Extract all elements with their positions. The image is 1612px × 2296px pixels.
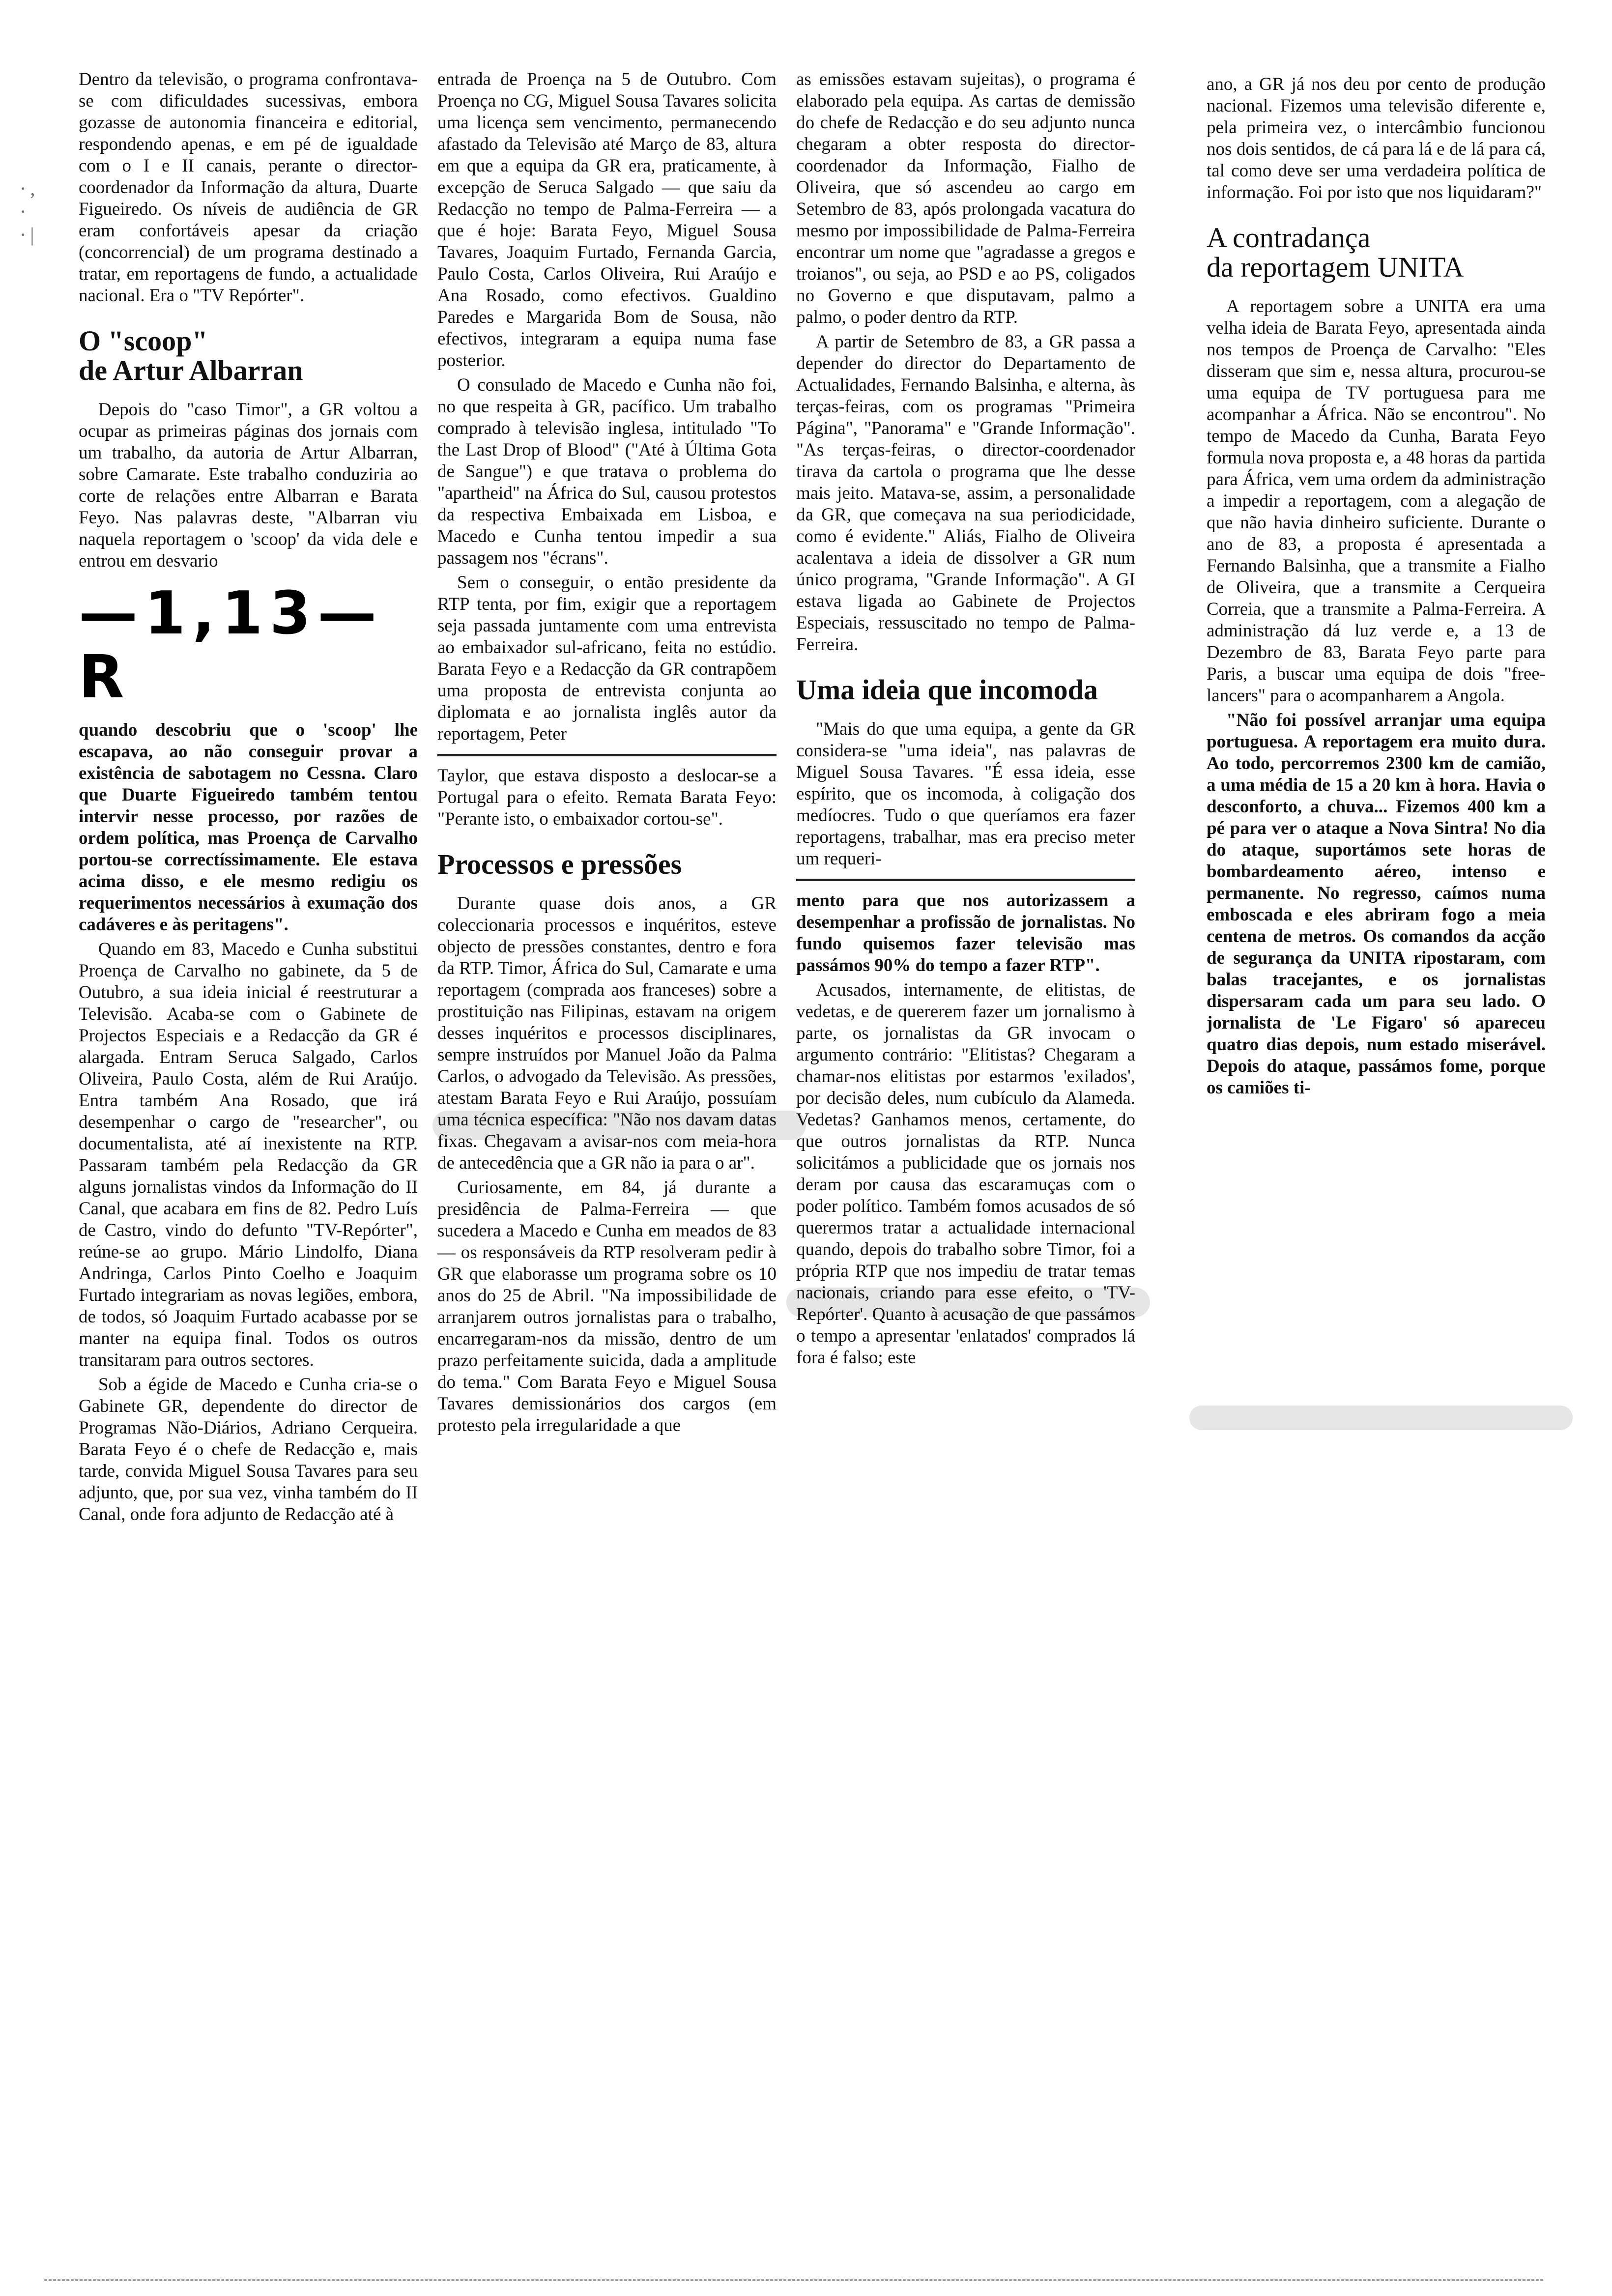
paragraph: Taylor, que estava disposto a deslocar-se a Portugal para o efeito. Remata Barata Feyo: "Perante isto, o embaixador cortou-se". — [437, 766, 777, 829]
subheading-line: da reportagem UNITA — [1207, 251, 1464, 283]
margin-marks: ·, · ·| — [20, 177, 39, 246]
paragraph: "Não foi possível arranjar uma equipa portuguesa. A reportagem era muito dura. Ao todo, percorremos 2300 km de camião, a uma média de 15 a 20 km à hora. Havia o desconforto, a chuva... Fizemos 400 km a pé para ver o ataque a Nova Sintra! No dia do ataque, suportámos sete horas de bombardeamento aéreo, intenso e permanente. No regresso, caímos numa emboscada e eles abriram fogo a meia centena de metros. Os comandos da acção de segurança da UNITA ripostaram, com balas tracejantes, e os jornalistas dispersaram cada um para seu lado. O jornalista de 'Le Figaro' só apareceu quatro dias depois, num estado miserável. Depois do ataque, passámos fome, porque os camiões ti- — [1207, 710, 1546, 1098]
subheading-line: O "scoop" — [79, 325, 208, 357]
paragraph: A partir de Setembro de 83, a GR passa a depender do director do Departamento de Actualidades, Fernando Balsinha, e alterna, às terças-feiras, com os programas "Primeira Página", "Panorama" e "Grande Informação". "As terças-feiras, o director-coordenador tirava da cartola o programa que lhe desse mais jeito. Matava-se, assim, a personalidade da GR, que começava na sua periodicidade, como é evidente." Aliás, Fialho de Oliveira acalentava a ideia de dissolver a GR num único programa, "Grande Informação". A GI estava ligada ao Gabinete de Projectos Especiais, ressuscitado no tempo de Palma-Ferreira. — [796, 332, 1135, 655]
scan-edge-line — [44, 2279, 1543, 2282]
subheading-ideia: Uma ideia que incomoda — [796, 674, 1098, 706]
paragraph: A reportagem sobre a UNITA era uma velha ideia de Barata Feyo, apresentada ainda nos tempos de Proença de Carvalho: "Eles disseram que sim e, nessa altura, procurou-se uma equipa de TV portuguesa para me acompanhar a África. Não se encontrou". No tempo de Macedo da Cunha, Barata Feyo formula nova proposta e, a 48 horas da partida para África, vem uma ordem da administração a impedir a reportagem, com a alegação de que não havia dinheiro suficiente. Durante o ano de 83, a proposta é apresentada a Fernando Balsinha, que a transmite a Fialho de Oliveira, que a transmite a Cerqueira Correia, que a transmite a Palma-Ferreira. A administração dá luz verde e, a 13 de Dezembro de 83, Barata Feyo parte para Paris, a buscar uma equipa de dois "free-lancers" para o acompanharem a Angola. — [1207, 296, 1546, 706]
paragraph: Sem o conseguir, o então presidente da RTP tenta, por fim, exigir que a reportagem seja passada juntamente com uma entrevista ao embaixador sul-africano, feita no estúdio. Barata Feyo e a Redacção da GR contrapõem uma proposta de entrevista conjunta ao diplomata e ao jornalista inglês autor da reportagem, Peter — [437, 573, 777, 744]
article-column-2 — [437, 69, 777, 2261]
subheading-processos: Processos e pressões — [437, 848, 682, 880]
paragraph: Durante quase dois anos, a GR coleccionaria processos e inquéritos, esteve objecto de pressões constantes, dentro e fora da RTP. Timor, África do Sul, Camarate e uma reportagem (comprada aos franceses) sobre a prostituição nas Filipinas, estavam na origem desses inquéritos e processos disciplinares, sempre instruídos por Manuel João da Palma Carlos, o advogado da Televisão. As pressões, atestam Barata Feyo e Rui Araújo, possuíam uma técnica específica: "Não nos davam datas fixas. Chegavam a avisar-nos com meia-hora de antecedência que a GR não ia para o ar". — [437, 893, 777, 1173]
article-column-1 — [79, 69, 418, 2251]
subheading-unita — [1207, 223, 1546, 282]
scan-smudge — [1189, 1406, 1573, 1430]
paragraph: Acusados, internamente, de elitistas, de vedetas, e de quererem fazer um jornalismo à parte, os jornalistas da GR invocam o argumento contrário: "Elitistas? Chegaram a chamar-nos elitistas por estarmos 'exilados', por decisão deles, num cubículo da Alameda. Vedetas? Ganhamos menos, certamente, do que outros jornalistas da RTP. Nunca solicitámos a publicidade que os jornais nos deram por causa das escaramuças com o poder político. Também fomos acusados de só querermos tratar a actualidade internacional quando, depois do trabalho sobre Timor, foi a própria RTP que nos impediu de tratar temas nacionais, criando para esse efeito, o 'TV-Repórter'. Quanto à acusação de que passámos o tempo a apresentar 'enlatados' comprados lá fora é falso; este — [796, 980, 1135, 1368]
column-divider — [437, 754, 777, 756]
paragraph: quando descobriu que o 'scoop' lhe escapava, ao não conseguir provar a existência de sabotagem no Cessna. Claro que Duarte Figueiredo também tentou intervir nesse processo, por razões de ordem política, mas Proença de Carvalho portou-se correctíssimamente. Ele estava acima disso, e ele mesmo redigiu os requerimentos necessários à exumação dos cadáveres e às peritagens". — [79, 720, 418, 935]
article-column-4 — [1207, 74, 1546, 1253]
handwritten-annotation: —1,13—R — [79, 579, 384, 712]
subheading-line: de Artur Albarran — [79, 354, 303, 386]
paragraph: Depois do "caso Timor", a GR voltou a ocupar as primeiras páginas dos jornais com um trabalho, da autoria de Artur Albarran, sobre Camarate. Este trabalho conduziria ao corte de relações entre Albarran e Barata Feyo. Nas palavras deste, "Albarran viu naquela reportagem o 'scoop' da vida dele e entrou em desvario — [79, 400, 418, 571]
paragraph: Curiosamente, em 84, já durante a presidência de Palma-Ferreira — que sucedera a Macedo e Cunha em meados de 83 — os responsáveis da RTP resolveram pedir à GR que elaborasse um programa sobre os 10 anos do 25 de Abril. "Na impossibilidade de arranjarem outros jornalistas para o trabalho, encarregaram-nos da missão, dentro de um prazo perfeitamente suicida, dada a amplitude do tema." Com Barata Feyo e Miguel Sousa Tavares demissionários dos cargos (em protesto pela irregularidade a que — [437, 1177, 777, 1435]
paragraph: "Mais do que uma equipa, a gente da GR considera-se "uma ideia", nas palavras de Miguel Sousa Tavares. "É essa ideia, esse espírito, que os incomoda, à coligação dos medíocres. Tudo o que queríamos era fazer reportagens, trabalhar, mas era preciso meter um requeri- — [796, 719, 1135, 869]
paragraph: entrada de Proença na 5 de Outubro. Com Proença no CG, Miguel Sousa Tavares solicita uma licença sem vencimento, permanecendo afastado da Televisão até Março de 83, altura em que a equipa da GR era, praticamente, à excepção de Seruca Salgado — que saiu da Redacção no tempo de Palma-Ferreira — a que é hoje: Barata Feyo, Miguel Sousa Tavares, Joaquim Furtado, Fernanda Garcia, Paulo Costa, Carlos Oliveira, Rui Araújo e Ana Rosado, como efectivos. Gualdino Paredes e Margarida Bom de Sousa, não efectivos, integraram a equipa numa fase posterior. — [437, 69, 777, 371]
subheading-scoop — [79, 326, 418, 385]
paragraph: Quando em 83, Macedo e Cunha substitui Proença de Carvalho no gabinete, da 5 de Outubro, a sua ideia inicial é reestruturar a Televisão. Acaba-se com o Gabinete de Projectos Especiais e a Redacção da GR é alargada. Entram Seruca Salgado, Carlos Oliveira, Paulo Costa, além de Rui Araújo. Entra também Ana Rosado, que irá desempenhar o cargo de "researcher", ou documentalista, até aí inexistente na RTP. Passaram também pela Redacção da GR alguns jornalistas vindos da Informação do II Canal, que acabara em fins de 82. Pedro Luís de Castro, vindo do defunto "TV-Repórter", reúne-se ao grupo. Mário Lindolfo, Diana Andringa, Carlos Pinto Coelho e Joaquim Furtado integrariam as novas legiões, embora, de todos, só Joaquim Furtado acabasse por se manter na equipa final. Todos os outros transitaram para outros sectores. — [79, 939, 418, 1370]
paragraph: O consulado de Macedo e Cunha não foi, no que respeita à GR, pacífico. Um trabalho comprado à televisão inglesa, intitulado "To the Last Drop of Blood" ("Até à Última Gota de Sangue") e que tratava o problema do "apartheid" na África do Sul, causou protestos da respectiva Embaixada em Lisboa, e Macedo e Cunha tentou impedir a sua passagem nos "écrans". — [437, 375, 777, 568]
column-divider — [796, 879, 1135, 881]
subheading-line: A contradança — [1207, 222, 1371, 254]
article-column-3 — [796, 69, 1135, 2133]
paragraph: ano, a GR já nos deu por cento de produção nacional. Fizemos uma televisão diferente e, pela primeira vez, o intercâmbio funcionou nos dois sentidos, de cá para lá e de lá para cá, tal como deve ser uma verdadeira política de informação. Foi por isto que nos liquidaram?" — [1207, 74, 1546, 202]
paragraph: mento para que nos autorizassem a desempenhar a profissão de jornalistas. No fundo quisemos fazer televisão mas passámos 90% do tempo a fazer RTP". — [796, 890, 1135, 976]
paragraph: Dentro da televisão, o programa confrontava-se com dificuldades sucessivas, embora gozasse de autonomia financeira e editorial, respondendo apenas, e em pé de igualdade com o I e II canais, perante o director-coordenador da Informação da altura, Duarte Figueiredo. Os níveis de audiência de GR eram confortáveis apesar da criação (concorrencial) de um programa destinado a tratar, em reportagens de fundo, a actualidade nacional. Era o "TV Repórter". — [79, 69, 418, 306]
paragraph: Sob a égide de Macedo e Cunha cria-se o Gabinete GR, dependente do director de Programas Não-Diários, Adriano Cerqueira. Barata Feyo é o chefe de Redacção e, mais tarde, convida Miguel Sousa Tavares para seu adjunto, que, por sua vez, vinha também do II Canal, onde fora adjunto de Redacção até à — [79, 1375, 418, 1524]
paragraph: as emissões estavam sujeitas), o programa é elaborado pela equipa. As cartas de demissão do chefe de Redacção e do seu adjunto nunca chegaram a obter resposta do director-coordenador da Informação, Fialho de Oliveira, que só ascendeu ao cargo em Setembro de 83, após prolongada vacatura do mesmo por impossibilidade de Palma-Ferreira encontrar um nome que "agradasse a gregos e troianos", ou seja, ao PSD e ao PS, coligados no Governo e que disputavam, palmo a palmo, o poder dentro da RTP. — [796, 69, 1135, 327]
